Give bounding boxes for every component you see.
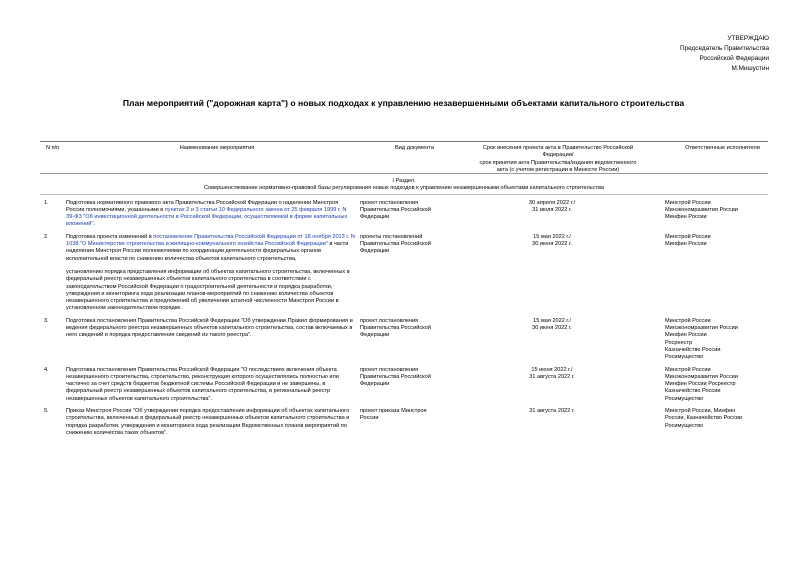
exec-line: Минфин России Росреестр — [665, 381, 736, 388]
law-link[interactable]: постановление Правительства Российской Федерации от 18 ноября 2013 г. N 1038 "О Министерстве строительства и жилищно-коммунального хозяйства Российской Федерации" — [66, 233, 355, 248]
doc-line: Федерации — [360, 332, 390, 339]
term-line: 15 мая 2022 г./ — [533, 317, 571, 324]
doc-line: проекты постановлений — [360, 233, 423, 240]
doc-line: Федерации — [360, 381, 390, 388]
header-doc: Вид документа — [395, 145, 434, 151]
exec-line: Минфин России — [665, 332, 707, 339]
approval-line: УТВЕРЖДАЮ — [727, 35, 769, 42]
header-name: Наименование мероприятия — [179, 145, 255, 151]
table-row — [40, 318, 768, 362]
row-text: установлению порядка представления информации об объектах капитального строительства, включенных в федеральный реестр незавершенных объектов капитального строительства в соответствии с законодательством Российской Федерации о градостроительной деятельности и порядка разработки, утверждения и мониторинга хода реализации планов-мероприятий по снижению количества объектов незавершенного строительства и предложений об увеличении штатной численности Минстроя России в установленном законодательством порядке. — [66, 268, 350, 312]
term-line: 30 июня 2022 г. — [532, 241, 572, 248]
doc-line: Правительства Российской — [360, 373, 431, 380]
row-exec — [657, 234, 768, 313]
doc-line: проект постановления — [360, 317, 419, 324]
header-exec: Ответственные исполнители — [685, 145, 760, 151]
doc-line: проект постановления — [360, 199, 419, 206]
section-number: I Раздел. — [392, 178, 416, 184]
exec-line: Минэкономразвития России — [665, 325, 738, 332]
header-term — [463, 145, 663, 173]
header-num: N п/п — [46, 145, 60, 151]
header-term-line: Срок внесения проекта акта в Правительство Российской — [482, 145, 634, 151]
term-line: 31 августа 2022 г. — [529, 408, 575, 415]
approval-block — [680, 34, 769, 74]
section-header — [40, 174, 768, 195]
row-term — [457, 234, 657, 313]
row-number: 1. — [44, 199, 49, 206]
row-doc — [360, 200, 457, 229]
table-row — [40, 234, 768, 313]
row-name: Подготовка постановления Правительства Российской Федерации "Об утверждении Правил формирования и ведения федерального реестра незавершенных объектов капитального строительства, состав включаемых в него сведений и порядка предоставления сведений из такого реестра". — [66, 317, 353, 339]
exec-line: Минстрой России — [665, 317, 711, 324]
row-text: . — [93, 221, 95, 228]
table-row — [40, 367, 768, 403]
term-line: 31 августа 2022 г. — [529, 373, 575, 380]
row-term — [457, 408, 657, 437]
row-doc — [360, 318, 457, 362]
exec-line: Росимущество — [665, 422, 704, 429]
exec-line: Казначейство России — [665, 388, 721, 395]
doc-line: России — [360, 415, 379, 422]
table-row — [40, 200, 768, 229]
term-line: 15 июня 2022 г./ — [531, 366, 573, 373]
approval-line: Председатель Правительства — [680, 45, 769, 52]
doc-line: Федерации — [360, 248, 390, 255]
row-number: 4. — [44, 366, 49, 373]
exec-line: Минэкономразвития России — [665, 373, 738, 380]
table-row — [40, 408, 768, 437]
row-text: в части наделения Минстроя России полномочиями по координации деятельности федеральных органов исполнительной власти по снижению количества объектов капитального строительства, — [66, 241, 349, 262]
table-header — [40, 141, 768, 174]
exec-line: Минстрой России — [665, 199, 711, 206]
approval-line: М.Мишустин — [731, 65, 769, 72]
doc-line: проект постановления — [360, 366, 419, 373]
section-title: Совершенствование нормативно-правовой базы регулирования новых подходов к управлению незавершенными объектами капитального строительства — [203, 185, 605, 192]
doc-line: Правительства Российской — [360, 325, 431, 332]
header-term-line: Федерации/ — [542, 152, 574, 159]
exec-line: Росреестр — [665, 339, 693, 346]
row-text: Подготовка проекта изменений в — [66, 233, 154, 240]
exec-line: Минфин России — [665, 214, 707, 221]
row-number: 3. — [44, 317, 49, 324]
exec-line: Минфин России — [665, 241, 707, 248]
row-name: Приказ Минстроя России "Об утверждении порядка предоставления информации об объектах капитального строительства, включенных в федеральный реестр незавершенных объектов капитального строительства и порядка разработки, утверждения и мониторинга хода реализации Ведомственных планов мероприятий по снижению количества таких объектов". — [66, 408, 350, 436]
doc-line: Федерации — [360, 214, 390, 221]
doc-line: проект приказа Минстроя — [360, 408, 427, 415]
document-title: План мероприятий ("дорожная карта") о новых подходах к управлению незавершенными объектами капитального строительства — [122, 98, 685, 108]
term-line: 15 мая 2022 г./ — [533, 233, 571, 240]
row-name: Подготовка постановления Правительства Российской Федерации "О последствиях включения объекта незавершенного строительства, строительство, реконструкция которого осуществлялись полностью или частично за счет средств бюджетов бюджетной системы Российской Федерации и не завершены, в федеральный реестр незавершенных объектов капитального строительства, в региональный реестр незавершенных объектов капитального строительства". — [66, 366, 339, 402]
row-exec — [657, 408, 768, 437]
row-exec — [657, 318, 768, 362]
row-exec — [657, 200, 768, 229]
row-term — [457, 318, 657, 362]
row-name — [66, 234, 360, 313]
approval-line: Российской Федерации — [699, 55, 769, 62]
row-term — [457, 367, 657, 403]
exec-line: Минстрой России, Минфин — [665, 408, 736, 415]
plan-table — [40, 141, 768, 437]
doc-line: Правительства Российской — [360, 206, 431, 213]
row-doc — [360, 367, 457, 403]
row-number: 2. — [44, 233, 49, 240]
row-doc — [360, 234, 457, 313]
term-line: 31 июля 2022 г. — [532, 206, 572, 213]
row-term — [457, 200, 657, 229]
row-number: 5. — [44, 408, 49, 415]
exec-line: Росимущество — [665, 354, 704, 361]
exec-line: Минстрой России — [665, 366, 711, 373]
law-link[interactable]: пунктах 2 и 3 статьи 10 Федерального закона от 25 февраля 1999 г. N 39-ФЗ "Об инвестиционной деятельности в Российской Федерации, осуществляемой в форме капитальных вложений" — [66, 206, 348, 228]
doc-line: Правительства Российской — [360, 241, 431, 248]
row-doc — [360, 408, 457, 437]
header-term-line: срок принятия акта Правительства/издания ведомственного — [479, 159, 637, 166]
row-text: Подготовка нормативного правового акта Правительства Российской Федерации о наделении Минстроя России полномочиями, указанными в — [66, 199, 339, 213]
term-line: 30 июня 2022 г. — [532, 325, 572, 332]
exec-line: Росимущество — [665, 395, 704, 402]
exec-line: России, Казначейство России — [665, 415, 743, 422]
row-exec — [657, 367, 768, 403]
exec-line: Казначейство России — [665, 346, 721, 353]
header-term-line: акта (с учетом регистрации в Минюсте России) — [496, 166, 620, 173]
exec-line: Минстрой России — [665, 233, 711, 240]
term-line: 30 апреля 2022 г./ — [528, 199, 576, 206]
exec-line: Минэкономразвития России — [665, 206, 738, 213]
row-name — [66, 200, 360, 229]
